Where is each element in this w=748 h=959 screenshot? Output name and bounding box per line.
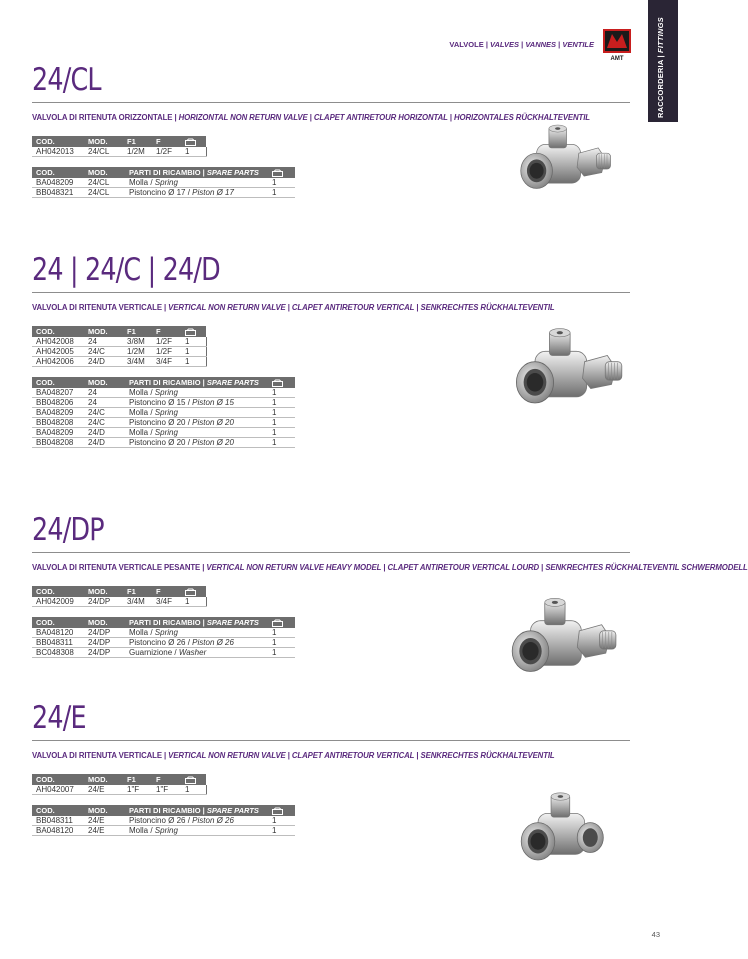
section-divider [32,102,630,103]
cell-qty: 1 [268,428,295,438]
col-mod: MOD. [84,377,125,388]
col-cod: COD. [32,167,84,178]
cell-mod: 24/D [84,428,125,438]
cell-qty: 1 [268,628,295,638]
cell-mod: 24/E [84,816,125,826]
spare-parts-table [32,617,295,658]
package-icon [268,805,295,816]
cell-mod: 24/CL [84,178,125,188]
header-categories: VALVOLE | VALVES | VANNES | VENTILE [449,40,594,49]
table-row [32,785,206,795]
valve-product-image [504,320,628,424]
cell-mod: 24/D [84,438,125,448]
table-row [32,638,295,648]
col-cod: COD. [32,586,84,597]
col-spare-parts: PARTI DI RICAMBIO | SPARE PARTS [125,805,268,816]
package-icon [268,167,295,178]
cell-qty: 1 [268,438,295,448]
cell-cod: BA048209 [32,178,84,188]
cell-mod: 24/C [84,418,125,428]
col-f: F [152,326,181,337]
cell-qty: 1 [181,597,206,607]
package-icon [181,326,206,337]
cell-mod: 24/C [84,347,123,357]
products-table [32,774,207,795]
package-icon [268,617,295,628]
page-number: 43 [651,930,660,939]
table-row [32,418,295,428]
section-divider [32,552,630,553]
cell-cod: BB048321 [32,188,84,198]
cell-qty: 1 [268,398,295,408]
table-row [32,147,206,157]
table-row [32,188,295,198]
table-header-row [32,805,295,816]
table-row [32,388,295,398]
table-row [32,648,295,658]
section-description: VALVOLA DI RITENUTA ORIZZONTALE | HORIZONTAL NON RETURN VALVE | CLAPET ANTIRETOUR HORIZONTAL | HORIZONTALES RÜCKHALTEVENTIL [32,113,590,122]
cell-qty: 1 [268,388,295,398]
cell-description: Pistoncino Ø 17 / Piston Ø 17 [125,188,268,198]
cell-qty: 1 [268,418,295,428]
cell-description: Molla / Spring [125,388,268,398]
cell-f1: 3/4M [123,357,152,367]
products-table [32,586,207,607]
section-divider [32,740,630,741]
cell-cod: BB048206 [32,398,84,408]
section-title: 24 | 24/C | 24/D [32,252,220,288]
cell-description: Molla / Spring [125,178,268,188]
cell-qty: 1 [268,178,295,188]
products-table [32,326,207,367]
cell-qty: 1 [181,337,206,347]
cell-mod: 24/CL [84,188,125,198]
cell-description: Pistoncino Ø 26 / Piston Ø 26 [125,816,268,826]
cell-mod: 24 [84,388,125,398]
cell-cod: AH042008 [32,337,84,347]
col-spare-parts: PARTI DI RICAMBIO | SPARE PARTS [125,617,268,628]
cell-f1: 3/8M [123,337,152,347]
cell-cod: BB048311 [32,638,84,648]
package-icon [181,774,206,785]
cell-description: Molla / Spring [125,408,268,418]
cell-mod: 24/DP [84,597,123,607]
table-header-row [32,136,206,147]
col-cod: COD. [32,326,84,337]
spare-parts-table [32,805,295,836]
valve-product-image [510,784,622,880]
col-mod: MOD. [84,774,123,785]
cell-cod: AH042006 [32,357,84,367]
cell-mod: 24 [84,398,125,408]
cell-qty: 1 [268,638,295,648]
col-cod: COD. [32,805,84,816]
cell-qty: 1 [181,785,206,795]
cell-f: 3/4F [152,357,181,367]
col-mod: MOD. [84,326,123,337]
spare-parts-table [32,377,295,448]
spare-parts-table [32,167,295,198]
cell-f: 1/2F [152,347,181,357]
col-mod: MOD. [84,617,125,628]
side-tab-label: RACCORDERIA | FITTINGS [656,17,665,118]
cell-qty: 1 [268,816,295,826]
cell-qty: 1 [268,188,295,198]
cell-cod: BB048208 [32,438,84,448]
valve-product-image [500,590,622,692]
cell-cod: BA048120 [32,826,84,836]
section-title: 24/CL [32,62,101,98]
side-category-tab [648,0,678,122]
section-title: 24/E [32,700,86,736]
col-f1: F1 [123,774,152,785]
cell-qty: 1 [268,648,295,658]
cell-mod: 24/E [84,826,125,836]
cell-cod: BA048120 [32,628,84,638]
table-row [32,438,295,448]
table-row [32,347,206,357]
brand-logo [602,28,632,62]
col-spare-parts: PARTI DI RICAMBIO | SPARE PARTS [125,377,268,388]
cell-description: Pistoncino Ø 20 / Piston Ø 20 [125,438,268,448]
col-f1: F1 [123,586,152,597]
cell-cod: AH042013 [32,147,84,157]
col-cod: COD. [32,136,84,147]
cell-qty: 1 [181,147,206,157]
col-f: F [152,586,181,597]
table-row [32,178,295,188]
cell-description: Pistoncino Ø 15 / Piston Ø 15 [125,398,268,408]
table-row [32,628,295,638]
cell-mod: 24/C [84,408,125,418]
cell-cod: AH042009 [32,597,84,607]
cell-mod: 24/D [84,357,123,367]
col-cod: COD. [32,774,84,785]
cell-cod: BA048209 [32,428,84,438]
section-divider [32,292,630,293]
table-row [32,816,295,826]
col-f: F [152,136,181,147]
table-row [32,826,295,836]
col-spare-parts: PARTI DI RICAMBIO | SPARE PARTS [125,167,268,178]
cell-mod: 24/DP [84,638,125,648]
table-row [32,408,295,418]
table-header-row [32,326,206,337]
valve-product-image [500,118,626,206]
cell-cod: BB048208 [32,418,84,428]
cell-description: Guarnizione / Washer [125,648,268,658]
cell-qty: 1 [268,408,295,418]
table-row [32,428,295,438]
cell-qty: 1 [181,357,206,367]
cell-cod: BB048311 [32,816,84,826]
cell-cod: BA048209 [32,408,84,418]
cell-description: Molla / Spring [125,428,268,438]
cell-f1: 3/4M [123,597,152,607]
cell-cod: AH042007 [32,785,84,795]
svg-text:AMT: AMT [610,56,624,62]
cell-f: 3/4F [152,597,181,607]
cell-qty: 1 [181,347,206,357]
cell-description: Pistoncino Ø 20 / Piston Ø 20 [125,418,268,428]
section-title: 24/DP [32,512,104,548]
cell-mod: 24 [84,337,123,347]
table-header-row [32,774,206,785]
cell-cod: AH042005 [32,347,84,357]
cell-f: 1"F [152,785,181,795]
col-mod: MOD. [84,167,125,178]
col-mod: MOD. [84,586,123,597]
table-row [32,337,206,347]
col-f1: F1 [123,136,152,147]
cell-cod: BC048308 [32,648,84,658]
cell-description: Molla / Spring [125,628,268,638]
col-mod: MOD. [84,805,125,816]
cell-description: Pistoncino Ø 26 / Piston Ø 26 [125,638,268,648]
section-description: VALVOLA DI RITENUTA VERTICALE | VERTICAL NON RETURN VALVE | CLAPET ANTIRETOUR VERTICAL | SENKRECHTES RÜCKHALTEVENTIL [32,303,555,312]
table-header-row [32,586,206,597]
cell-f: 1/2F [152,337,181,347]
table-row [32,597,206,607]
package-icon [268,377,295,388]
cell-f1: 1/2M [123,347,152,357]
cell-f: 1/2F [152,147,181,157]
cell-f1: 1"F [123,785,152,795]
table-header-row [32,377,295,388]
col-cod: COD. [32,617,84,628]
table-header-row [32,167,295,178]
cell-f1: 1/2M [123,147,152,157]
col-mod: MOD. [84,136,123,147]
cell-description: Molla / Spring [125,826,268,836]
cell-mod: 24/E [84,785,123,795]
cell-qty: 1 [268,826,295,836]
package-icon [181,586,206,597]
table-header-row [32,617,295,628]
col-f1: F1 [123,326,152,337]
section-description: VALVOLA DI RITENUTA VERTICALE | VERTICAL NON RETURN VALVE | CLAPET ANTIRETOUR VERTICAL | SENKRECHTES RÜCKHALTEVENTIL [32,751,555,760]
products-table [32,136,207,157]
cell-mod: 24/DP [84,628,125,638]
col-f: F [152,774,181,785]
cell-cod: BA048207 [32,388,84,398]
package-icon [181,136,206,147]
table-row [32,398,295,408]
col-cod: COD. [32,377,84,388]
section-description: VALVOLA DI RITENUTA VERTICALE PESANTE | VERTICAL NON RETURN VALVE HEAVY MODEL | CLAPET ANTIRETOUR VERTICAL LOURD | SENKRECHTES RÜCKHALTEVENTIL SCHWERMODELL [32,563,748,572]
cell-mod: 24/DP [84,648,125,658]
table-row [32,357,206,367]
cell-mod: 24/CL [84,147,123,157]
